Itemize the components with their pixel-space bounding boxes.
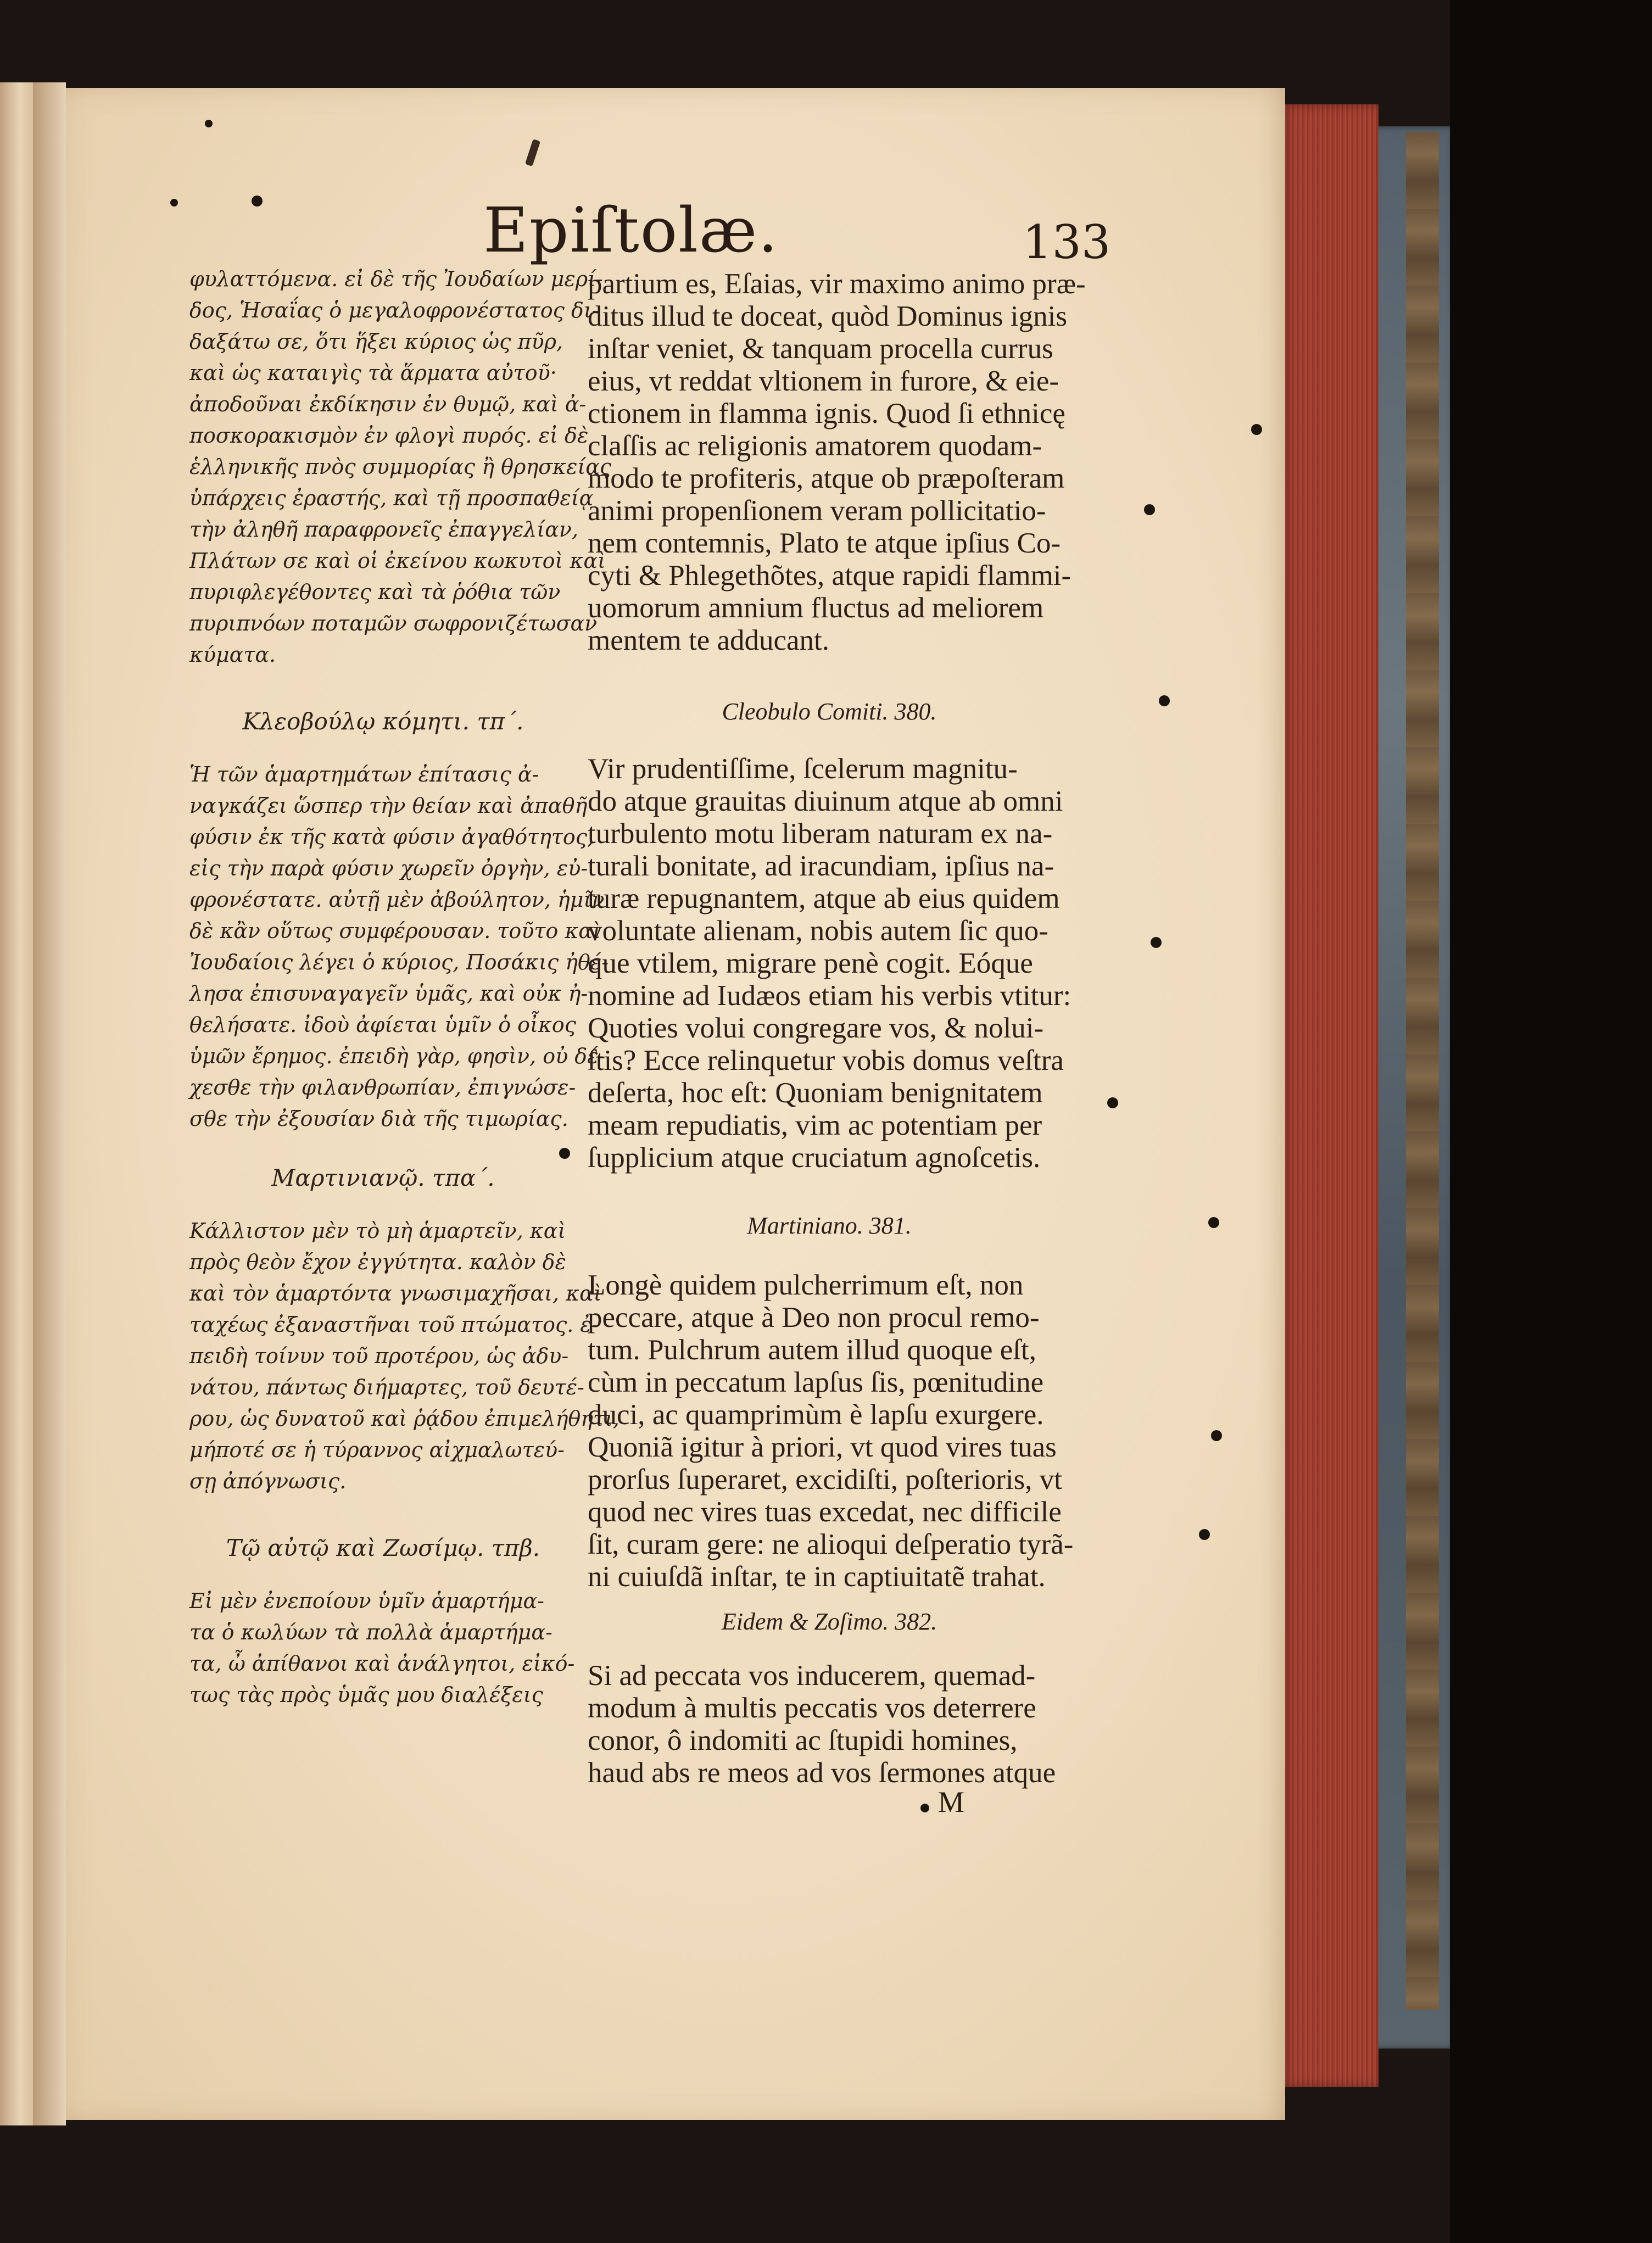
text-line: conor, ô indomiti ac ſtupidi homines, <box>588 1725 1018 1756</box>
text-line: σῃ ἀπόγνωσις. <box>189 1469 347 1493</box>
text-line: νάτου, πάντως διήμαρτες, τοῦ δευτέ- <box>189 1375 584 1399</box>
greek-paragraph-4 <box>189 1586 577 1711</box>
text-line: σθε τὴν ἐξουσίαν διὰ τῆς τιμωρίας. <box>189 1107 568 1131</box>
ink-spot <box>1251 424 1262 435</box>
text-line: nomine ad Iudæos etiam his verbis vtitur: <box>588 980 1071 1012</box>
text-line: partium es, Eſaias, vir maximo animo præ- <box>588 268 1086 300</box>
catchword: M <box>938 1786 965 1818</box>
text-line: modum à multis peccatis vos deterrere <box>588 1692 1036 1724</box>
text-line: πυριφλεγέθοντες καὶ τὰ ῥόθια τῶν <box>189 580 561 604</box>
text-line: ni cuiuſdã inſtar, te in captiuitatẽ trahat. <box>588 1561 1046 1593</box>
text-line: ὑμῶν ἔρημος. ἐπειδὴ γὰρ, φησὶν, οὐ δέ- <box>189 1044 606 1068</box>
ink-spot <box>1211 1430 1222 1441</box>
text-line: Vir prudentiſſime, ſcelerum magnitu- <box>588 753 1018 785</box>
text-line: Ἰουδαίοις λέγει ὁ κύριος, Ποσάκις ἠθέ- <box>189 950 609 974</box>
greek-paragraph-3 <box>189 1215 620 1497</box>
text-line: Si ad peccata vos inducerem, quemad- <box>588 1660 1036 1692</box>
latin-paragraph-1 <box>588 268 1086 657</box>
text-line: καὶ ὡς καταιγὶς τὰ ἅρματα αὐτοῦ· <box>189 361 557 385</box>
text-line: ναγκάζει ὥσπερ τὴν θείαν καὶ ἀπαθῆ <box>189 794 588 818</box>
greek-letter-heading-3: Τῷ αὐτῷ καὶ Ζωσίμῳ. τπβ. <box>226 1535 540 1561</box>
left-page-edge <box>0 82 34 2125</box>
text-line: haud abs re meos ad vos ſermones atque <box>588 1757 1056 1789</box>
text-line: modo te profiteris, atque ob præpoſteram <box>588 462 1065 494</box>
text-line: τα, ὦ ἀπίθανοι καὶ ἀνάλγητοι, εἰκό- <box>189 1651 575 1676</box>
page-gutter <box>33 82 66 2125</box>
ink-spot <box>170 199 178 207</box>
latin-paragraph-3 <box>588 1269 1074 1593</box>
text-line: δὲ κἂν οὕτως συμφέρουσαν. τοῦτο καὶ <box>189 919 601 943</box>
text-line: claſſis ac religionis amatorem quodam- <box>588 430 1042 462</box>
ink-spot <box>1159 695 1170 706</box>
text-line: δος, Ἡσαΐας ὁ μεγαλοφρονέστατος δι- <box>189 298 599 322</box>
text-line: φρονέστατε. αὐτῇ μὲν ἀβούλητον, ἡμῖν <box>189 888 605 912</box>
text-line: cyti & Phlegethõtes, atque rapidi flammi- <box>588 560 1071 592</box>
red-page-edges <box>1280 104 1378 2087</box>
latin-paragraph-2 <box>588 753 1071 1174</box>
ink-spot <box>920 1804 929 1812</box>
text-line: prorſus ſuperaret, excidiſti, poſterioris, vt <box>588 1464 1062 1496</box>
text-line: eius, vt reddat vltionem in furore, & eie- <box>588 365 1059 397</box>
text-line: τως τὰς πρὸς ὑμᾶς μου διαλέξεις <box>189 1683 543 1707</box>
ink-spot <box>1151 937 1162 948</box>
text-line: ἀποδοῦναι ἐκδίκησιν ἐν θυμῷ, καὶ ἀ- <box>189 392 587 416</box>
text-line: voluntate alienam, nobis autem ſic quo- <box>588 915 1048 947</box>
ink-spot <box>205 120 213 127</box>
text-line: inſtar veniet, & tanquam procella currus <box>588 333 1053 365</box>
text-line: πυριπνόων ποταμῶν σωφρονιζέτωσαν <box>189 611 598 635</box>
text-line: ποσκορακισμὸν ἐν φλογὶ πυρός. εἰ δὲ <box>189 423 589 448</box>
ink-spot <box>1144 504 1155 515</box>
text-line: θελήσατε. ἰδοὺ ἀφίεται ὑμῖν ὁ οἶκος <box>189 1013 577 1037</box>
ink-spot <box>559 1148 570 1159</box>
text-line: duci, ac quamprimùm è lapſu exurgere. <box>588 1399 1044 1431</box>
text-line: meam repudiatis, vim ac potentiam per <box>588 1109 1042 1141</box>
text-line: ditus illud te doceat, quòd Dominus ignis <box>588 300 1067 332</box>
text-line: τα ὁ κωλύων τὰ πολλὰ ἁμαρτήμα- <box>189 1620 552 1644</box>
book-cover-marbled <box>1406 132 1439 2010</box>
text-line: Longè quidem pulcherrimum eſt, non <box>588 1269 1024 1301</box>
text-line: κύματα. <box>189 643 276 667</box>
text-line: ἑλληνικῆς πνὸς συμμορίας ἢ θρησκείας <box>189 455 612 479</box>
text-line: do atque grauitas diuinum atque ab omni <box>588 785 1063 817</box>
text-line: Ἡ τῶν ἁμαρτημάτων ἐπίτασις ἀ- <box>189 762 539 786</box>
greek-paragraph-1 <box>189 264 612 671</box>
text-line: turali bonitate, ad iracundiam, ipſius na- <box>588 850 1054 882</box>
text-line: que vtilem, migrare penè cogit. Eóque <box>588 947 1033 979</box>
latin-letter-heading-3: Eidem & Zoſimo. 382. <box>721 1608 937 1635</box>
text-line: ſit, curam gere: ne alioqui deſperatio tyrã- <box>588 1528 1074 1560</box>
latin-letter-heading-2: Martiniano. 381. <box>747 1212 912 1239</box>
text-line: λησα ἐπισυναγαγεῖν ὑμᾶς, καὶ οὐκ ἠ- <box>189 981 588 1006</box>
greek-letter-heading-1: Κλεοβούλῳ κόμητι. τπ΄. <box>242 708 524 735</box>
text-line: deſerta, hoc eſt: Quoniam benignitatem <box>588 1077 1043 1109</box>
text-line: τὴν ἀληθῆ παραφρονεῖς ἐπαγγελίαν, <box>189 517 579 542</box>
text-line: Quoniã igitur à priori, vt quod vires tuas <box>588 1431 1057 1463</box>
text-line: ctionem in flamma ignis. Quod ſi ethnicę <box>588 398 1065 429</box>
running-title: Epiſtolæ. <box>483 195 779 266</box>
text-line: cùm in peccatum lapſus ſis, pœnitudine <box>588 1366 1044 1398</box>
text-line: uomorum amnium fluctus ad meliorem <box>588 592 1044 624</box>
text-line: Εἰ μὲν ἐνεποίουν ὑμῖν ἁμαρτήμα- <box>189 1589 544 1613</box>
text-line: Quoties volui congregare vos, & nolui- <box>588 1012 1044 1044</box>
ink-spot <box>1107 1097 1118 1108</box>
text-line: εἰς τὴν παρὰ φύσιν χωρεῖν ὀργὴν, εὐ- <box>189 856 588 880</box>
text-line: ſupplicium atque cruciatum agnoſcetis. <box>588 1142 1041 1174</box>
text-line: χεσθε τὴν φιλανθρωπίαν, ἐπιγνώσε- <box>189 1075 576 1100</box>
text-line: ὑπάρχεις ἐραστής, καὶ τῇ προσπαθείᾳ <box>189 486 594 510</box>
text-line: μήποτέ σε ἡ τύραννος αἰχμαλωτεύ- <box>189 1438 565 1462</box>
text-line: peccare, atque à Deo non procul remo- <box>588 1302 1040 1333</box>
text-line: nem contemnis, Plato te atque ipſius Co- <box>588 527 1061 559</box>
text-line: turbulento motu liberam naturam ex na- <box>588 818 1053 850</box>
background-right <box>1450 0 1652 2243</box>
text-line: καὶ τὸν ἁμαρτόντα γνωσιμαχῆσαι, καὶ <box>189 1281 602 1305</box>
text-line: Κάλλιστον μὲν τὸ μὴ ἁμαρτεῖν, καὶ <box>189 1219 566 1243</box>
text-line: ſtis? Ecce relinquetur vobis domus veſtra <box>588 1045 1064 1076</box>
text-line: animi propenſionem veram pollicitatio- <box>588 495 1046 527</box>
page-number: 133 <box>1023 215 1111 269</box>
text-line: ταχέως ἐξαναστῆναι τοῦ πτώματος. ἐ- <box>189 1313 599 1337</box>
text-line: δαξάτω σε, ὅτι ἥξει κύριος ὡς πῦρ, <box>189 330 563 354</box>
ink-spot <box>252 196 263 207</box>
text-line: πρὸς θεὸν ἔχον ἐγγύτητα. καλὸν δὲ <box>189 1250 566 1274</box>
latin-column <box>588 268 1086 1789</box>
greek-column <box>189 264 620 1711</box>
text-line: tum. Pulchrum autem illud quoque eſt, <box>588 1334 1036 1366</box>
greek-letter-heading-2: Μαρτινιανῷ. τπα΄. <box>271 1164 495 1191</box>
ink-spot <box>1199 1529 1210 1540</box>
ink-spot <box>1208 1217 1219 1228</box>
text-line: ρου, ὡς δυνατοῦ καὶ ῥᾴδου ἐπιμελήθητι, <box>189 1407 620 1431</box>
text-line: φυλαττόμενα. εἰ δὲ τῆς Ἰουδαίων μερί- <box>189 267 603 291</box>
latin-letter-heading-1: Cleobulo Comiti. 380. <box>722 698 937 725</box>
text-line: quod nec vires tuas excedat, nec difficile <box>588 1496 1062 1528</box>
latin-paragraph-4 <box>588 1660 1071 1789</box>
text-line: Πλάτων σε καὶ οἱ ἐκείνου κωκυτοὶ καὶ <box>189 549 606 573</box>
text-line: πειδὴ τοίνυν τοῦ προτέρου, ὡς ἀδυ- <box>189 1344 569 1368</box>
text-line: turæ repugnantem, atque ab eius quidem <box>588 883 1060 914</box>
text-line: mentem te adducant. <box>588 624 830 656</box>
greek-paragraph-2 <box>189 759 609 1135</box>
text-line: φύσιν ἐκ τῆς κατὰ φύσιν ἀγαθότητος, <box>189 825 594 849</box>
